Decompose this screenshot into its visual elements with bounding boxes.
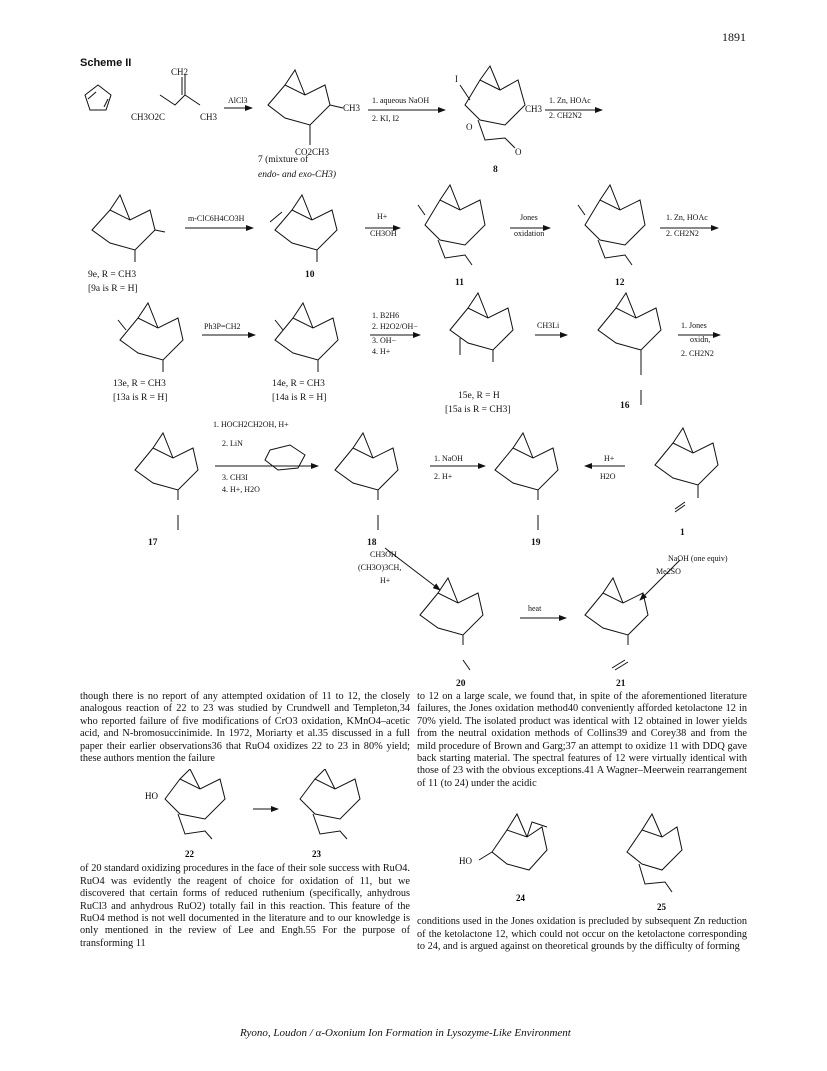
reagent-8: Ph3P=CH2 [204,322,241,331]
reagent-12c: 3. CH3I [222,473,248,482]
reagent-6a: Jones [520,213,538,222]
reagent-11c: 2. CH2N2 [681,349,714,358]
structure-11 [418,185,485,265]
running-footer: Ryono, Loudon / α-Oxonium Ion Formation in Lysozyme-Like Environment [240,1027,571,1039]
structure-1 [655,428,718,512]
atom-co2ch3-7: CO2CH3 [295,147,330,157]
structure-15 [450,293,513,362]
reagent-12a: 1. HOCH2CH2OH, H+ [213,420,289,429]
label-15b: [15a is R = CH3] [445,405,511,415]
left-paragraph-1: though there is no report of any attempted oxidation of 11 to 12, the closely analogous reaction of 22 to 23 was studied by Crundwell and Templeton,34 who reported failure of five modifications of CrO3 oxidation, KMnO4–acetic acid, and N-bromosuccinimide. In 1972, Moriarty et al.35 discussed in a full paper their earlier observations36 that RuO4 oxidizes 22 to 23 in 80% yield; these authors mention the failure [80,691,410,765]
reagent-14b: H2O [600,472,616,481]
reagent-9b: 2. H2O2/OH− [372,322,418,331]
reagent-12d: 4. H+, H2O [222,485,260,494]
reagent-9c: 3. OH− [372,336,397,345]
label-12: 12 [615,278,625,288]
label-22: 22 [185,849,194,860]
reagent-15c: H+ [380,576,391,585]
label-7a: 7 (mixture of [258,155,309,165]
label-14b: [14a is R = H] [272,393,327,403]
structure-20 [420,578,483,670]
label-20: 20 [456,679,466,689]
structure-13 [118,303,183,372]
reagent-10: CH3Li [537,321,560,330]
label-8: 8 [493,165,498,175]
right-paragraph-2: conditions used in the Jones oxidation is precluded by subsequent Zn reduction of the ketolactone 12, which could not occur on the ketolactone corresponding to 24, and is argued against on theoretical grounds by the difficulty of forming [417,916,747,953]
label-21: 21 [616,679,626,689]
reagent-2a: 1. aqueous NaOH [372,96,430,105]
reagent-17: heat [528,604,542,613]
reagent-5a: H+ [377,212,388,221]
label-11: 11 [455,278,464,288]
label-9a: 9e, R = CH3 [88,270,137,280]
reagent-7b: 2. CH2N2 [666,229,699,238]
reagent-4: m-ClC6H4CO3H [188,214,245,223]
reagent-13b: 2. H+ [434,472,453,481]
atom-ch3-8: CH3 [525,104,543,114]
page-number: 1891 [722,30,746,44]
label-18: 18 [367,538,377,548]
atom-i-8: I [455,74,458,84]
left-paragraph-2: of 20 standard oxidizing procedures in the face of their sole success with RuO4. RuO4 was evidently the reagent of choice for oxidation of 11, but we discovered that certain forms of reduced ruthenium (specifically, anhydrous RuCl3 and anhydrous RuO2) totally fail in this reaction. This feature of the RuO4 method is not well documented in the literature and to our knowledge is only mentioned in the review of Lee and Engh.55 For the purpose of transforming 11 [80,863,410,949]
structure-12 [578,185,645,265]
label-13b: [13a is R = H] [113,393,168,403]
reagent-6b: oxidation [514,229,545,238]
reagent-9d: 4. H+ [372,347,391,356]
reagent-16b: Me2SO [656,567,681,576]
reagent-14a: H+ [604,454,615,463]
right-paragraph-1: to 12 on a large scale, we found that, in spite of the aforementioned literature failures, the Jones oxidation method40 conveniently afforded ketolactone 12 in 70% yield. The isolated product was identical with 12 obtained in lower yields from the neutral oxidation methods of Collins39 and Corey38 and from the mild procedure of Brown and Garg;37 an attempt to oxidize 11 with DDQ gave back starting material. The spectral features of 12 were virtually identical with those of 23 with the obvious exceptions.41 A Wagner–Meerwein rearrangement of 11 (to 24) under the acidic [417,691,747,789]
label-9b: [9a is R = H] [88,284,138,294]
reaction-22-to-23 [80,769,410,859]
structure-9 [92,195,165,262]
svg-text:HO: HO [145,791,158,802]
reagent-15a: CH3OH [370,550,397,559]
structure-8 [460,66,525,148]
reagent-11a: 1. Jones [681,321,707,330]
label-24: 24 [516,893,525,904]
label-13a: 13e, R = CH3 [113,379,166,389]
label-25: 25 [657,902,666,913]
reagent-9a: 1. B2H6 [372,311,400,320]
reagent-2b: 2. KI, I2 [372,114,400,123]
svg-text:HO: HO [459,856,472,867]
label-1: 1 [680,528,685,538]
reagent-3a: 1. Zn, HOAc [549,96,591,105]
structure-21 [585,578,648,670]
label-15a: 15e, R = H [458,391,500,401]
reagent-7a: 1. Zn, HOAc [666,213,708,222]
structure-10 [270,195,337,262]
left-column [80,691,410,950]
structures-24-25 [417,792,747,912]
structure-16 [598,293,661,405]
atom-ch3-7: CH3 [343,103,361,113]
structure-7 [268,70,343,145]
right-column [417,691,747,953]
structure-19 [495,433,558,530]
arrow-16 [640,560,680,600]
label-19: 19 [531,538,541,548]
label-16: 16 [620,401,630,411]
atom-ch2-top: CH2 [171,67,189,77]
label-17: 17 [148,538,158,548]
reagent-3b: 2. CH2N2 [549,111,582,120]
label-23: 23 [312,849,321,860]
methacrylate-structure [160,75,200,105]
reagent-15b: (CH3O)3CH, [358,563,402,572]
label-7b: endo- and exo-CH3) [258,170,337,180]
label-10: 10 [305,270,315,280]
atom-ch3: CH3 [200,112,218,122]
cyclopentadiene [85,85,111,110]
reagent-11b: oxidn, [690,335,711,344]
reagent-12b: 2. LiN [222,439,243,448]
reagent-5b: CH3OH [370,229,397,238]
scheme-title: Scheme II [80,57,132,69]
reagent-1: AlCl3 [228,96,248,105]
reagent-13a: 1. NaOH [434,454,463,463]
structure-18 [335,433,398,530]
structure-14 [275,303,338,372]
reagent-16a: NaOH (one equiv) [668,554,728,563]
structure-17 [135,433,198,530]
label-14a: 14e, R = CH3 [272,379,325,389]
atom-ch3o2c: CH3O2C [131,112,166,122]
atom-o-8: O [515,147,522,157]
atom-ring-o-8: O [466,122,473,132]
